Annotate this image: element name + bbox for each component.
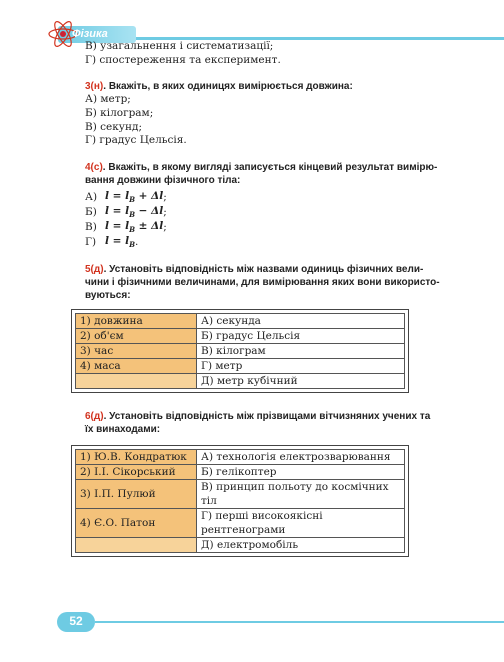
q4-option: В) $l = l_B \pm \Delta l$ ; bbox=[85, 220, 167, 235]
question-6-text-2: їх винаходами: bbox=[85, 424, 161, 436]
question-3-number: 3(н) bbox=[85, 81, 104, 93]
table-row bbox=[76, 450, 405, 465]
table-cell-left: 3) час bbox=[76, 343, 197, 358]
question-5-text-2: чини і фізичними величинами, для вимірювання яких вони використо- bbox=[85, 276, 440, 288]
table-cell-left: 4) Є.О. Патон bbox=[76, 509, 197, 538]
question-3-title bbox=[85, 80, 470, 93]
q4-formula: $l = l_B - \Delta l$ bbox=[105, 205, 164, 220]
q3-option: Б) кілограм; bbox=[85, 106, 154, 119]
q4-option: Г) $l = l_B$ . bbox=[85, 235, 139, 250]
table-cell-left bbox=[76, 373, 197, 388]
q3-option: А) метр; bbox=[85, 93, 131, 106]
header-title: Фізика bbox=[72, 28, 108, 40]
table-cell-right: А) секунда bbox=[197, 313, 405, 328]
table-cell-right: Д) метр кубічний bbox=[197, 373, 405, 388]
table-cell-right: Г) метр bbox=[197, 358, 405, 373]
q4-option: А) $l = l_B + \Delta l$ ; bbox=[85, 190, 167, 205]
table-cell-left: 2) об'єм bbox=[76, 328, 197, 343]
table-cell-left: 3) І.П. Пулюй bbox=[76, 480, 197, 509]
q3-option: Г) градус Цельсія. bbox=[85, 134, 187, 147]
table-row bbox=[76, 373, 405, 388]
question-5-title bbox=[85, 263, 470, 276]
question-4-text-2: вання довжини фізичного тіла: bbox=[85, 174, 241, 186]
table-cell-right: В) принцип польоту до космічних тіл bbox=[197, 480, 405, 509]
table-row bbox=[76, 358, 405, 373]
table-cell-right: Б) градус Цельсія bbox=[197, 328, 405, 343]
q6-match-table bbox=[71, 445, 409, 557]
table-cell-left bbox=[76, 538, 197, 553]
question-5-text: . Установіть відповідність між назвами одиниць фізичних вели- bbox=[103, 263, 424, 275]
question-5-number: 5(д) bbox=[85, 263, 104, 275]
q3-option: В) секунд; bbox=[85, 120, 142, 133]
table-row bbox=[76, 328, 405, 343]
table-cell-right: В) кілограм bbox=[197, 343, 405, 358]
page-number: 52 bbox=[69, 614, 83, 628]
question-5-text-3: вуються: bbox=[85, 289, 131, 301]
table-cell-left: 4) маса bbox=[76, 358, 197, 373]
q5-match-table bbox=[71, 309, 409, 393]
table-row bbox=[76, 313, 405, 328]
question-6-number: 6(д) bbox=[85, 411, 104, 423]
table-row bbox=[76, 343, 405, 358]
q4-option-letter: В) bbox=[85, 220, 97, 233]
q4-option: Б) $l = l_B - \Delta l$ ; bbox=[85, 205, 167, 220]
table-cell-left: 2) І.І. Сікорський bbox=[76, 465, 197, 480]
q4-options bbox=[85, 190, 470, 250]
table-cell-right: Д) електромобіль bbox=[197, 538, 405, 553]
footer-rule bbox=[95, 621, 504, 623]
q2-option-v: В) узагальнення і систематизації; bbox=[85, 40, 274, 52]
table-cell-right: Б) гелікоптер bbox=[197, 465, 405, 480]
table-cell-right: А) технологія електрозварювання bbox=[197, 450, 405, 465]
table-row bbox=[76, 465, 405, 480]
table-row bbox=[76, 538, 405, 553]
q4-option-letter: А) bbox=[85, 190, 98, 203]
q4-option-letter: Г) bbox=[85, 235, 97, 248]
q4-formula: $l = l_B \pm \Delta l$ bbox=[105, 220, 164, 235]
page-content bbox=[80, 40, 470, 562]
question-3-text: . Вкажіть, в яких одиницях вимірюється довжина: bbox=[103, 81, 353, 93]
q4-option-letter: Б) bbox=[85, 205, 97, 218]
question-6-text: . Установіть відповідність між прізвищами вітчизняних учених та bbox=[103, 411, 431, 423]
question-6-title bbox=[85, 410, 470, 423]
question-4-text: . Вкажіть, в якому вигляді записується кінцевий результат вимірю- bbox=[102, 161, 438, 173]
table-cell-left: 1) Ю.В. Кондратюк bbox=[76, 450, 197, 465]
table-row bbox=[76, 480, 405, 509]
question-4-title bbox=[85, 161, 470, 174]
table-cell-right: Г) перші високоякісні рентгенограми bbox=[197, 509, 405, 538]
q2-option-g: Г) спостереження та експеримент. bbox=[85, 53, 281, 66]
q4-formula: $l = l_B + \Delta l$ bbox=[105, 190, 164, 205]
table-cell-left: 1) довжина bbox=[76, 313, 197, 328]
question-4-number: 4(с) bbox=[85, 161, 103, 173]
table-row bbox=[76, 509, 405, 538]
q4-formula: $l = l_B$ bbox=[105, 235, 136, 250]
